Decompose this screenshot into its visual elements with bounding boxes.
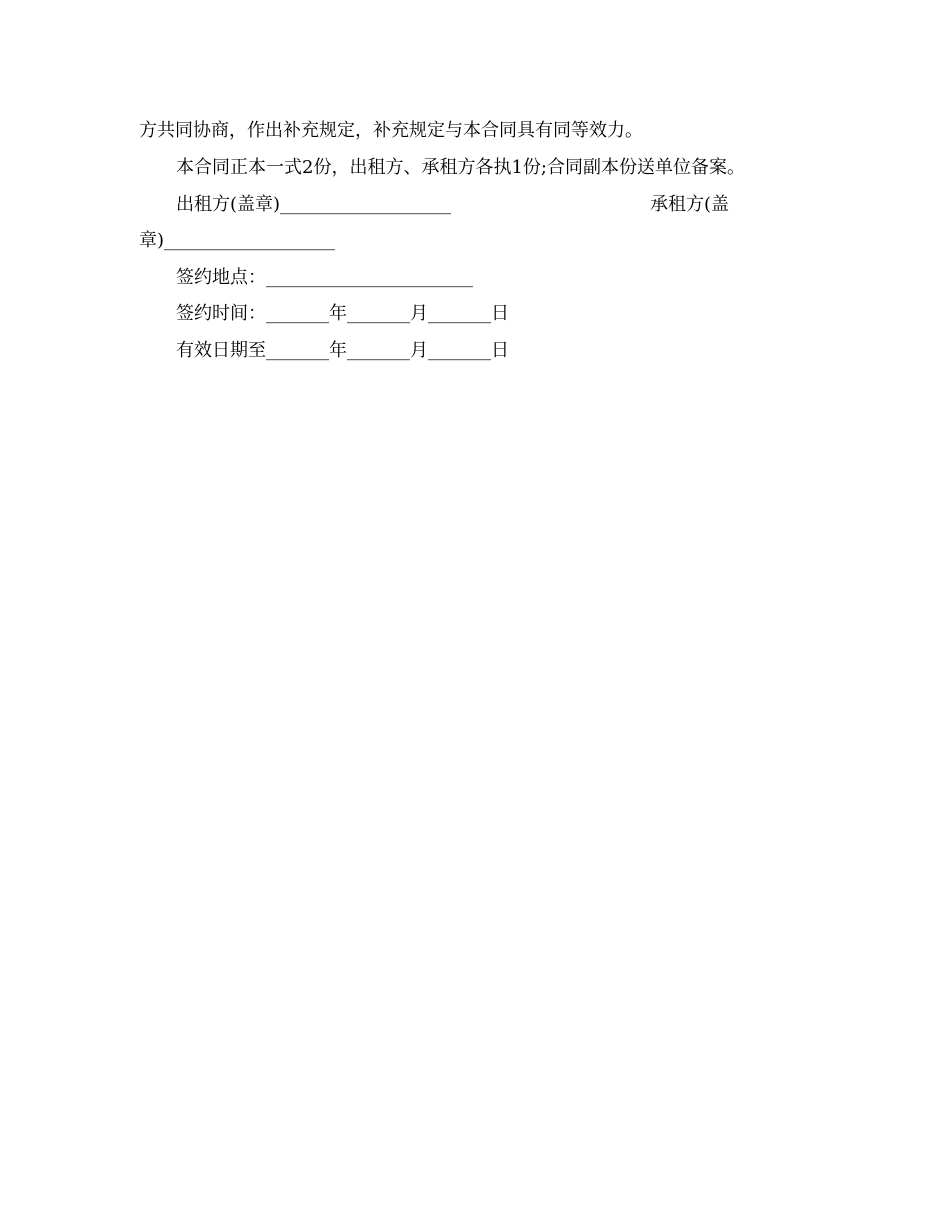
signing-time-line: 签约时间：_______年_______月_______日 <box>176 303 509 324</box>
signing-place-line: 签约地点：_______________________ <box>176 267 473 288</box>
copies-clause-text: 本合同正本一式2份，出租方、承租方各执1份;合同副本份送单位备案。 <box>176 157 745 178</box>
lessee-signature-line: 章)___________________ <box>139 230 336 251</box>
supplement-clause-text: 方共同协商，作出补充规定，补充规定与本合同具有同等效力。 <box>139 120 643 141</box>
valid-date-line: 有效日期至_______年_______月_______日 <box>176 340 509 361</box>
lessee-signature-label: 承租方(盖 <box>650 194 730 215</box>
lessor-signature-line: 出租方(盖章)___________________ <box>176 194 452 215</box>
